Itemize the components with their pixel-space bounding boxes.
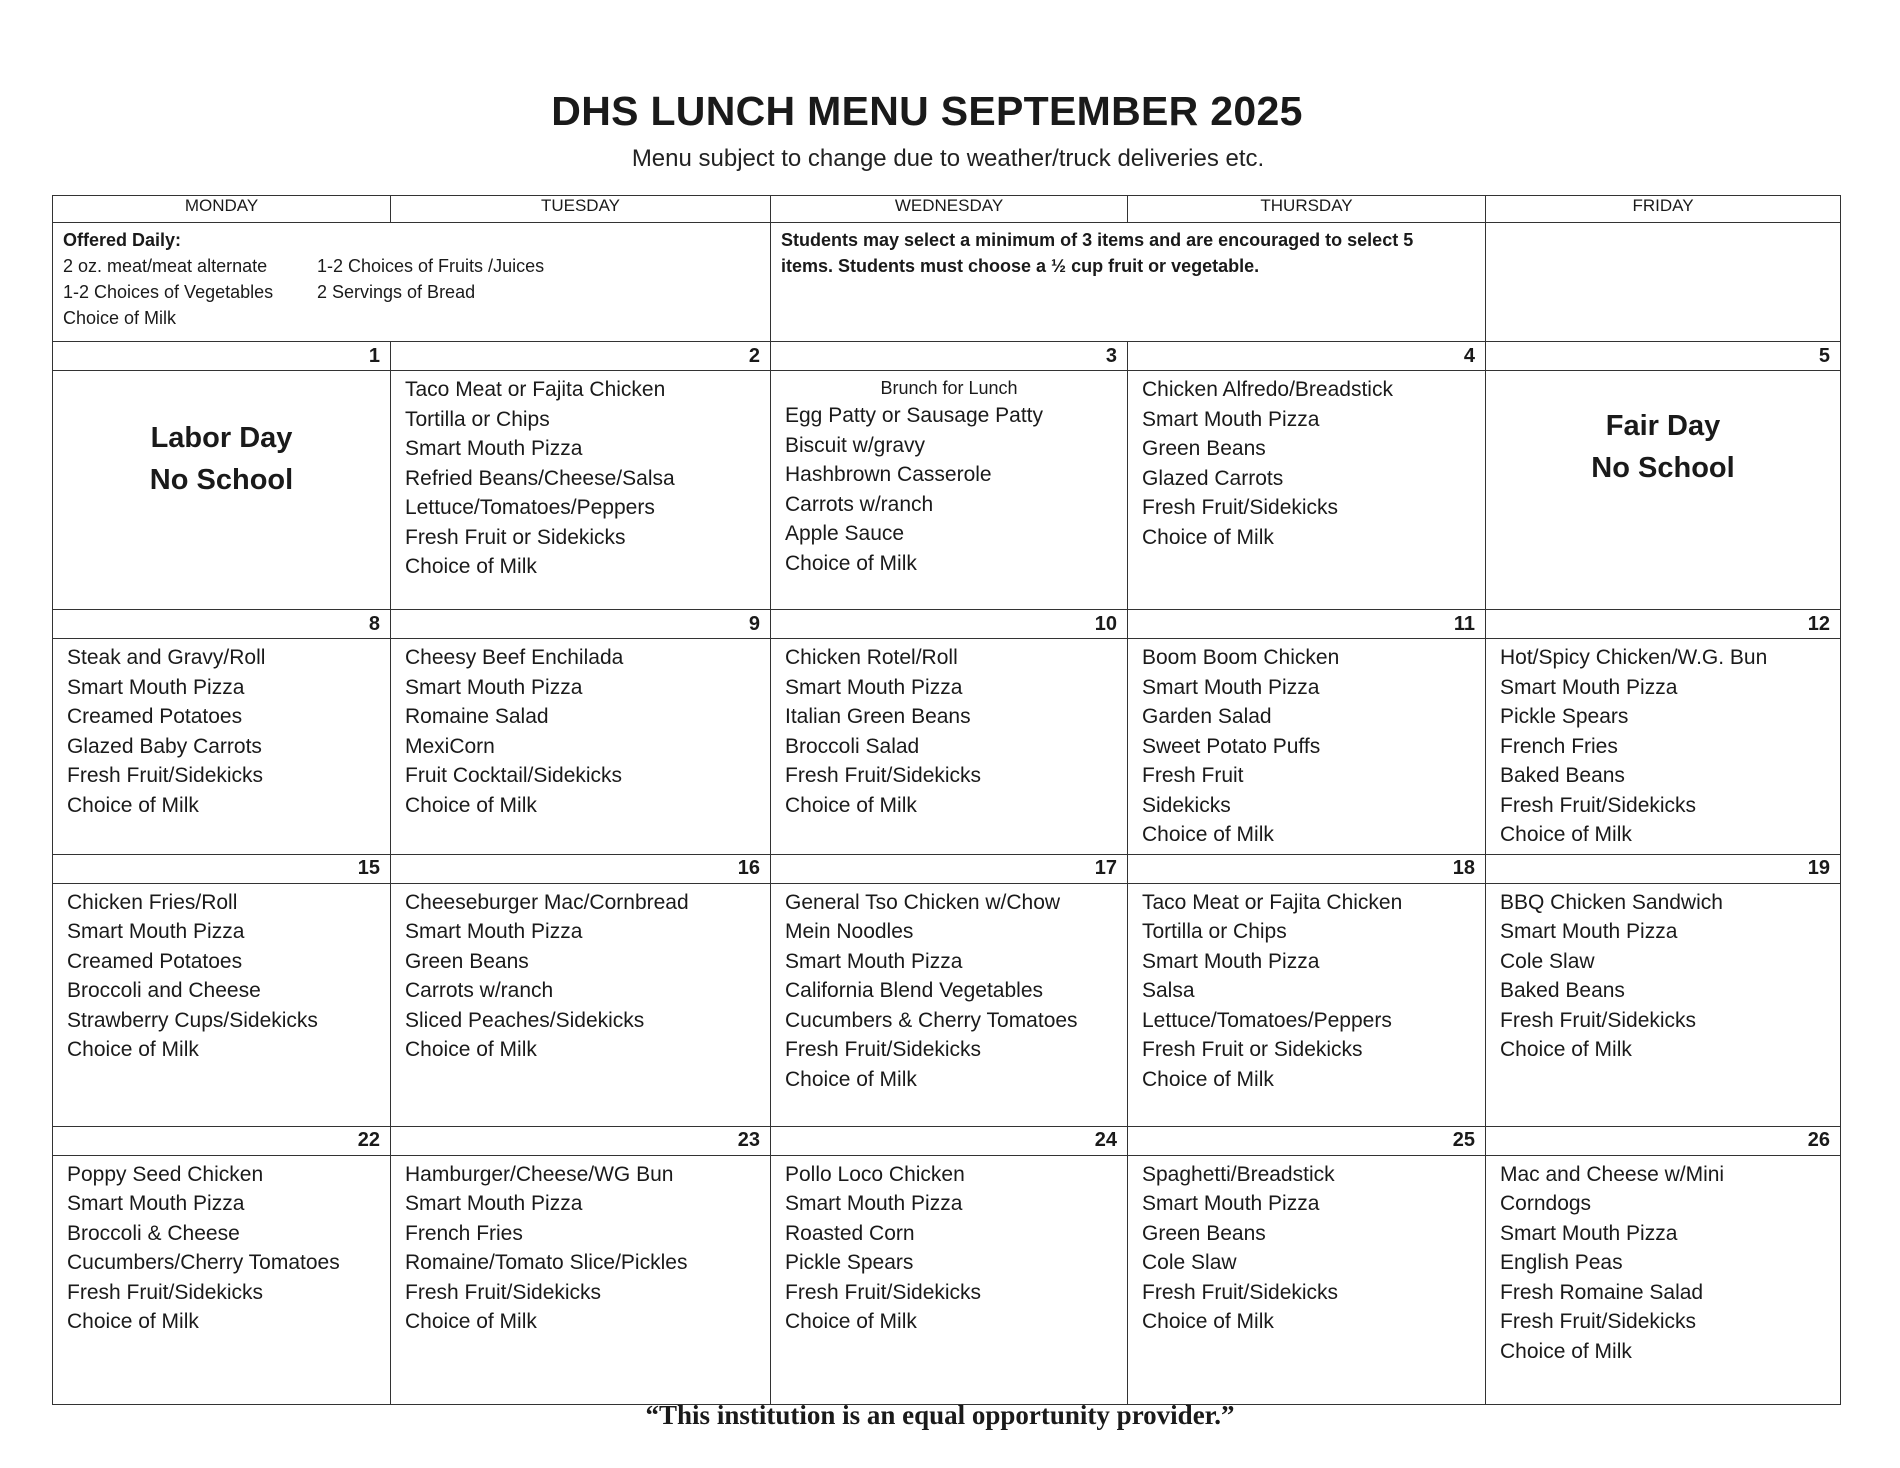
menu-item: Smart Mouth Pizza bbox=[785, 675, 963, 699]
page-subtitle: Menu subject to change due to weather/truck deliveries etc. bbox=[631, 145, 1265, 172]
menu-item: Fruit Cocktail/Sidekicks bbox=[405, 764, 623, 787]
menu-item: Smart Mouth Pizza bbox=[405, 920, 583, 943]
menu-item: Roasted Corn bbox=[785, 1221, 915, 1245]
menu-item: Pickle Spears bbox=[1500, 705, 1629, 728]
offered-line: Choice of Milk bbox=[63, 308, 177, 328]
menu-item: BBQ Chicken Sandwich bbox=[1500, 890, 1723, 914]
menu-item: Fresh Fruit/Sidekicks bbox=[1142, 1280, 1339, 1304]
date-row bbox=[53, 610, 1841, 639]
menu-item: Chicken Rotel/Roll bbox=[785, 646, 958, 669]
day-menu-cell bbox=[53, 883, 391, 1126]
offered-daily-cell bbox=[53, 223, 771, 342]
holiday-text: Fair Day bbox=[1605, 410, 1721, 442]
day-menu-cell bbox=[53, 371, 391, 610]
menu-item: Taco Meat or Fajita Chicken bbox=[1142, 890, 1403, 914]
day-menu-cell bbox=[53, 639, 391, 855]
menu-item: Choice of Milk bbox=[405, 555, 537, 578]
date-number: 26 bbox=[1486, 1126, 1841, 1155]
menu-item: Choice of Milk bbox=[1142, 1067, 1274, 1091]
menu-item: Salsa bbox=[1142, 979, 1195, 1002]
menu-item: Broccoli Salad bbox=[785, 734, 920, 758]
menu-item: Creamed Potatoes bbox=[67, 705, 243, 728]
menu-item: Cole Slaw bbox=[1142, 1251, 1237, 1274]
menu-item: Egg Patty or Sausage Patty bbox=[785, 404, 1043, 427]
menu-item: Steak and Gravy/Roll bbox=[67, 646, 266, 669]
menu-item: Fresh Fruit bbox=[1142, 764, 1244, 787]
menu-item: Cucumbers/Cherry Tomatoes bbox=[67, 1251, 340, 1274]
day-menu-cell bbox=[391, 371, 771, 610]
menu-item: Spaghetti/Breadstick bbox=[1142, 1162, 1335, 1186]
date-number: 15 bbox=[53, 854, 391, 883]
selection-rules-cell bbox=[771, 223, 1486, 342]
menu-item: Tortilla or Chips bbox=[405, 407, 550, 431]
offered-line: 2 oz. meat/meat alternate bbox=[63, 256, 268, 276]
menu-item: Smart Mouth Pizza bbox=[67, 675, 245, 699]
day-menu-cell bbox=[1486, 1155, 1841, 1404]
menu-item: Smart Mouth Pizza bbox=[67, 920, 245, 943]
offered-line: 2 Servings of Bread bbox=[317, 282, 476, 302]
menu-item: Garden Salad bbox=[1142, 705, 1272, 728]
date-row bbox=[53, 1126, 1841, 1155]
menu-item: Choice of Milk bbox=[405, 1038, 537, 1061]
date-number: 25 bbox=[1128, 1126, 1486, 1155]
menu-item: Choice of Milk bbox=[1142, 1310, 1274, 1333]
day-menu-cell bbox=[1486, 371, 1841, 610]
day-header-monday: MONDAY bbox=[53, 196, 391, 223]
day-menu-cell bbox=[1486, 883, 1841, 1126]
date-number: 11 bbox=[1128, 610, 1486, 639]
menu-item: Cucumbers & Cherry Tomatoes bbox=[785, 1008, 1078, 1032]
menu-item: Smart Mouth Pizza bbox=[1142, 407, 1320, 431]
day-header-friday: FRIDAY bbox=[1486, 196, 1841, 223]
date-number: 9 bbox=[391, 610, 771, 639]
page-title: DHS LUNCH MENU SEPTEMBER 2025 bbox=[551, 88, 1303, 134]
menu-item: Baked Beans bbox=[1500, 979, 1625, 1002]
day-menu-cell bbox=[771, 639, 1128, 855]
menu-item: Choice of Milk bbox=[1142, 823, 1274, 846]
menu-item: Fresh Fruit or Sidekicks bbox=[405, 525, 626, 549]
menu-item: Smart Mouth Pizza bbox=[1142, 949, 1320, 973]
menu-item: Carrots w/ranch bbox=[405, 979, 554, 1002]
menu-item: Green Beans bbox=[1142, 437, 1266, 460]
menu-item: Chicken Alfredo/Breadstick bbox=[1142, 378, 1393, 401]
menu-item: Choice of Milk bbox=[405, 1310, 537, 1333]
day-header-thursday: THURSDAY bbox=[1128, 196, 1486, 223]
menu-item: English Peas bbox=[1500, 1251, 1623, 1274]
empty-info-cell bbox=[1486, 223, 1841, 342]
menu-item: Baked Beans bbox=[1500, 764, 1625, 787]
day-menu-cell bbox=[391, 883, 771, 1126]
menu-item: Chicken Fries/Roll bbox=[67, 890, 238, 914]
date-number: 16 bbox=[391, 854, 771, 883]
menu-item: Fresh Fruit or Sidekicks bbox=[1142, 1038, 1363, 1061]
menu-item: Fresh Fruit/Sidekicks bbox=[1500, 793, 1697, 817]
menu-item: Fresh Fruit/Sidekicks bbox=[1500, 1008, 1697, 1032]
menu-item: Smart Mouth Pizza bbox=[405, 437, 583, 460]
menu-item: French Fries bbox=[1500, 734, 1618, 758]
date-number: 22 bbox=[53, 1126, 391, 1155]
selection-rule-line: items. Students must choose a ½ cup fruit or vegetable. bbox=[781, 256, 1260, 276]
menu-item: Choice of Milk bbox=[785, 1310, 917, 1333]
menu-theme-label: Brunch for Lunch bbox=[880, 378, 1018, 398]
menu-item: Choice of Milk bbox=[67, 793, 199, 817]
menu-item: Biscuit w/gravy bbox=[785, 433, 926, 457]
menu-table bbox=[52, 195, 1841, 1405]
menu-item: Broccoli & Cheese bbox=[67, 1221, 240, 1245]
menu-item: Mac and Cheese w/Mini bbox=[1500, 1162, 1725, 1186]
menu-item: Smart Mouth Pizza bbox=[785, 949, 963, 973]
menu-item: Green Beans bbox=[405, 949, 529, 973]
holiday-notice bbox=[1500, 375, 1826, 489]
day-header-tuesday: TUESDAY bbox=[391, 196, 771, 223]
menu-item: Fresh Fruit/Sidekicks bbox=[1142, 496, 1339, 519]
date-row bbox=[53, 854, 1841, 883]
menu-item: Choice of Milk bbox=[1500, 1339, 1632, 1363]
menu-item: Fresh Fruit/Sidekicks bbox=[785, 1038, 982, 1061]
selection-rule-line: Students may select a minimum of 3 items and are encouraged to select 5 bbox=[781, 230, 1414, 250]
menu-item: Hamburger/Cheese/WG Bun bbox=[405, 1162, 674, 1186]
menu-item: Tortilla or Chips bbox=[1142, 920, 1287, 943]
menu-items-row bbox=[53, 1155, 1841, 1404]
menu-item: Glazed Carrots bbox=[1142, 466, 1284, 490]
menu-item: Pickle Spears bbox=[785, 1251, 914, 1274]
date-number: 19 bbox=[1486, 854, 1841, 883]
date-number: 18 bbox=[1128, 854, 1486, 883]
menu-item: Refried Beans/Cheese/Salsa bbox=[405, 466, 675, 490]
menu-item: Romaine/Tomato Slice/Pickles bbox=[405, 1251, 688, 1274]
offered-line: 1-2 Choices of Vegetables bbox=[63, 282, 274, 302]
menu-item: MexiCorn bbox=[405, 734, 495, 758]
menu-items-row bbox=[53, 883, 1841, 1126]
day-menu-cell bbox=[1486, 639, 1841, 855]
date-number: 8 bbox=[53, 610, 391, 639]
day-menu-cell bbox=[1128, 1155, 1486, 1404]
day-menu-cell bbox=[771, 883, 1128, 1126]
menu-item: Fresh Fruit/Sidekicks bbox=[405, 1280, 602, 1304]
menu-item: Cole Slaw bbox=[1500, 949, 1595, 973]
menu-item: Hashbrown Casserole bbox=[785, 463, 992, 486]
menu-item: Choice of Milk bbox=[785, 793, 917, 817]
date-number: 2 bbox=[391, 342, 771, 371]
date-number: 3 bbox=[771, 342, 1128, 371]
menu-item: Cheesy Beef Enchilada bbox=[405, 646, 624, 669]
menu-item: Choice of Milk bbox=[1142, 525, 1274, 549]
date-number: 23 bbox=[391, 1126, 771, 1155]
menu-item: Smart Mouth Pizza bbox=[405, 675, 583, 699]
menu-item: Smart Mouth Pizza bbox=[1500, 920, 1678, 943]
menu-item: Lettuce/Tomatoes/Peppers bbox=[405, 496, 655, 519]
offered-daily-label: Offered Daily: bbox=[63, 230, 182, 250]
day-menu-cell bbox=[53, 1155, 391, 1404]
menu-item: Choice of Milk bbox=[1500, 823, 1632, 846]
menu-item: Romaine Salad bbox=[405, 705, 549, 728]
menu-item: Smart Mouth Pizza bbox=[405, 1192, 583, 1215]
date-number: 5 bbox=[1486, 342, 1841, 371]
menu-item: French Fries bbox=[405, 1221, 523, 1245]
menu-item: Italian Green Beans bbox=[785, 705, 971, 728]
menu-item: Pollo Loco Chicken bbox=[785, 1162, 965, 1186]
day-menu-cell bbox=[1128, 883, 1486, 1126]
menu-item: Corndogs bbox=[1500, 1192, 1592, 1215]
date-number: 4 bbox=[1128, 342, 1486, 371]
date-number: 24 bbox=[771, 1126, 1128, 1155]
menu-item: Creamed Potatoes bbox=[67, 949, 243, 973]
day-menu-cell bbox=[1128, 371, 1486, 610]
day-menu-cell bbox=[391, 1155, 771, 1404]
menu-item: Sidekicks bbox=[1142, 793, 1231, 817]
date-row bbox=[53, 342, 1841, 371]
menu-item: Choice of Milk bbox=[1500, 1038, 1632, 1061]
menu-item: Choice of Milk bbox=[785, 1067, 917, 1091]
day-header-wednesday: WEDNESDAY bbox=[771, 196, 1128, 223]
holiday-text: Labor Day bbox=[150, 422, 293, 454]
menu-item: Sweet Potato Puffs bbox=[1142, 734, 1321, 758]
menu-item: Choice of Milk bbox=[67, 1038, 199, 1061]
menu-item: Smart Mouth Pizza bbox=[1500, 675, 1678, 699]
holiday-text: No School bbox=[149, 464, 294, 496]
menu-item: Strawberry Cups/Sidekicks bbox=[67, 1008, 318, 1032]
menu-item: Smart Mouth Pizza bbox=[1142, 675, 1320, 699]
menu-item: Broccoli and Cheese bbox=[67, 979, 261, 1002]
menu-items-row bbox=[53, 639, 1841, 855]
menu-item: Smart Mouth Pizza bbox=[67, 1192, 245, 1215]
menu-item: Taco Meat or Fajita Chicken bbox=[405, 378, 666, 401]
day-menu-cell bbox=[771, 1155, 1128, 1404]
menu-item: Cheeseburger Mac/Cornbread bbox=[405, 890, 689, 914]
menu-item: Fresh Fruit/Sidekicks bbox=[67, 764, 264, 787]
menu-item: Apple Sauce bbox=[785, 522, 905, 545]
day-menu-cell bbox=[1128, 639, 1486, 855]
menu-item: California Blend Vegetables bbox=[785, 979, 1044, 1002]
date-number: 10 bbox=[771, 610, 1128, 639]
date-number: 12 bbox=[1486, 610, 1841, 639]
menu-items-row bbox=[53, 371, 1841, 610]
date-number: 17 bbox=[771, 854, 1128, 883]
menu-item: Glazed Baby Carrots bbox=[67, 734, 262, 758]
menu-item: Fresh Fruit/Sidekicks bbox=[1500, 1310, 1697, 1333]
holiday-notice bbox=[67, 375, 376, 501]
menu-item: Choice of Milk bbox=[405, 793, 537, 817]
menu-item: Green Beans bbox=[1142, 1221, 1266, 1245]
menu-item: Fresh Fruit/Sidekicks bbox=[785, 1280, 982, 1304]
equal-opportunity-statement: “This institution is an equal opportunity provider.” bbox=[645, 1400, 1235, 1430]
menu-item: Choice of Milk bbox=[67, 1310, 199, 1333]
menu-item: Smart Mouth Pizza bbox=[785, 1192, 963, 1215]
holiday-text: No School bbox=[1591, 452, 1735, 484]
offered-line: 1-2 Choices of Fruits /Juices bbox=[317, 256, 545, 276]
menu-item: Smart Mouth Pizza bbox=[1142, 1192, 1320, 1215]
menu-item: Mein Noodles bbox=[785, 920, 914, 943]
menu-item: General Tso Chicken w/Chow bbox=[785, 890, 1061, 914]
menu-item: Choice of Milk bbox=[785, 551, 917, 575]
menu-item: Hot/Spicy Chicken/W.G. Bun bbox=[1500, 646, 1768, 669]
menu-item: Fresh Fruit/Sidekicks bbox=[67, 1280, 264, 1304]
menu-item: Smart Mouth Pizza bbox=[1500, 1221, 1678, 1245]
date-number: 1 bbox=[53, 342, 391, 371]
day-menu-cell bbox=[391, 639, 771, 855]
menu-item: Fresh Fruit/Sidekicks bbox=[785, 764, 982, 787]
menu-item: Lettuce/Tomatoes/Peppers bbox=[1142, 1008, 1392, 1032]
day-menu-cell bbox=[771, 371, 1128, 610]
menu-item: Poppy Seed Chicken bbox=[67, 1162, 264, 1186]
menu-item: Carrots w/ranch bbox=[785, 492, 934, 516]
menu-item: Boom Boom Chicken bbox=[1142, 646, 1340, 669]
menu-item: Fresh Romaine Salad bbox=[1500, 1280, 1704, 1304]
menu-item: Sliced Peaches/Sidekicks bbox=[405, 1008, 645, 1032]
